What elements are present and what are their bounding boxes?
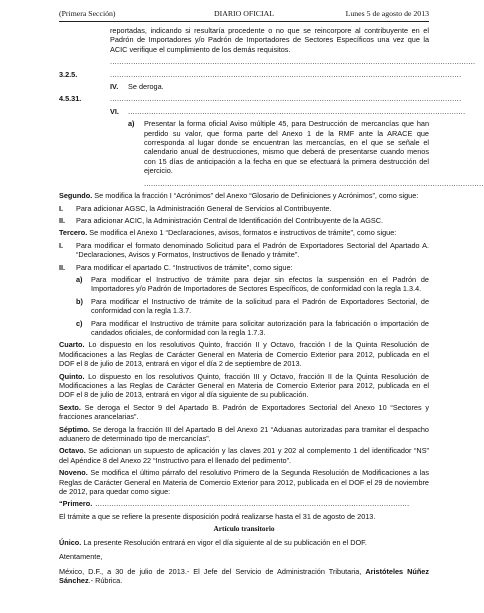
signatory-name: Aristóteles Núñez Sánchez — [59, 566, 429, 585]
ellipsis-line: ....................................................................................................................................................... — [110, 69, 462, 79]
resolutivo-octavo — [59, 446, 429, 465]
articulo-unico — [59, 538, 429, 547]
ellipsis-line: ............................................................................................................................................................. — [110, 57, 476, 67]
ellipsis-line: ....................................................................................................................................................... — [110, 94, 462, 104]
fraction-label: I. — [59, 240, 64, 250]
signature-end: .- Rúbrica. — [88, 575, 123, 585]
resolutivo-label: Octavo. — [59, 446, 86, 456]
fraction-label: I. — [59, 203, 64, 213]
item-label: a) — [76, 274, 83, 284]
rule-number: 3.2.5. — [59, 69, 78, 79]
resolutivo-text: Lo dispuesto en los resolutivos Quinto, fracción III y Octavo, fracción II de la Quinta Resolución de Modificaciones a las Reglas de Carácter General en Materia de Comercio Exterior para 2012, publicada en el DOF el 8 de julio de 2013, entrará en vigor al día siguiente de su publicación. — [59, 371, 429, 400]
rule-3-2-5 — [59, 69, 462, 79]
item-label: c) — [76, 318, 83, 328]
resolutivo-text: Se deroga el Sector 9 del Apartado B. Padrón de Exportadores Sectorial del Anexo 10 “Sectores y fracciones arancelarias”. — [59, 402, 429, 422]
segundo-fraction-ii — [59, 216, 429, 225]
item-text: Para modificar el Instructivo de trámite para solicitar autorización para la fabricación o importación de candados oficiales, de conformidad con la regla 1.7.3. — [91, 318, 429, 337]
resolutivo-text: Se deroga la fracción III del Apartado B del Anexo 21 “Aduanas autorizadas para tramitar el despacho aduanero de determinado tipo de mercancías”. — [59, 424, 429, 444]
fraction-label: II. — [59, 215, 66, 225]
signature-block — [59, 567, 429, 586]
rule-4-5-31 — [59, 94, 462, 104]
quoted-primero — [59, 499, 429, 508]
resolutivo-text: Se modifica la fracción I “Acrónimos” del Anexo “Glosario de Definiciones y Acrónimos”, como sigue: — [94, 191, 419, 201]
atentamente: Atentamente, — [59, 552, 103, 562]
tramite-paragraph: El trámite a que se refiere la presente disposición podrá realizarse hasta el 31 de agosto de 2013. — [59, 511, 376, 521]
fraction-text: Se deroga. — [128, 82, 164, 92]
resolutivo-segundo — [59, 191, 429, 200]
resolutivo-label: Cuarto. — [59, 340, 85, 350]
rule-4-5-31-item-a — [128, 119, 429, 175]
tercero-fraction-ii — [59, 263, 429, 272]
resolutivo-label: Sexto. — [59, 402, 81, 412]
header-section: (Primera Sección) — [59, 9, 116, 18]
item-text: Para modificar el Instructivo de trámite de la solicitud para el Padrón de Exportadores Sectorial, de conformidad con la regla 1.3.7. — [91, 296, 429, 316]
fraction-text: Para modificar el formato denominado Solicitud para el Padrón de Exportadores Sectorial del Apartado A. “Declaraciones, Avisos y Formatos, Instructivos de llenado y trámite”. — [76, 240, 429, 260]
article-text: La presente Resolución entrará en vigor el día siguiente al de su publicación en el DOF. — [83, 537, 367, 547]
resolutivo-label: Séptimo. — [59, 424, 90, 434]
resolutivo-noveno — [59, 468, 429, 496]
tercero-item-a — [76, 275, 429, 294]
rule-3-2-5-fraction-iv — [110, 82, 429, 91]
signature-text: México, D.F., a 30 de julio de 2013.- El Jefe del Servicio de Administración Tributaria, — [59, 566, 362, 576]
segundo-fraction-i — [59, 204, 429, 213]
intro-paragraph: reportadas, indicando si resultaría procedente o no que se reincorpore al contribuyente en el Padrón de Importadores y/o Padrón de Importadores de Sectores Específicos una vez que la ACIC verifique el cumplimiento de los demás requisitos. — [110, 26, 429, 54]
resolutivo-cuarto — [59, 340, 429, 368]
item-label: a) — [128, 119, 135, 129]
item-label: b) — [76, 296, 83, 306]
header-publication: DIARIO OFICIAL — [214, 9, 274, 18]
tercero-item-c — [76, 319, 429, 338]
ellipsis-line: .................................................................................................................................................. — [144, 178, 484, 188]
resolutivo-label: Quinto. — [59, 371, 85, 381]
document-body — [59, 26, 484, 588]
item-text: Presentar la forma oficial Aviso múltiple 45, para Destrucción de mercancías que han perdido su valor, que forma parte del Anexo 1 de la RMF ante la ARACE que corresponda al lugar donde se encuentran las mercancías, en el que se señale el calendario anual de destrucciones, mismo que deberá de presentarse cuando menos con 15 días de anticipación a la fecha en que se efectuará la primera destrucción del ejercicio. — [144, 119, 429, 176]
article-label: Único. — [59, 537, 82, 547]
resolutivo-sexto — [59, 403, 429, 422]
fraction-text: Para modificar el apartado C. “Instructivos de trámite”, como sigue: — [76, 262, 293, 272]
ellipsis-line: ....................................................................................................................................... — [95, 499, 410, 509]
page-header — [59, 9, 429, 20]
item-text: Para modificar el Instructivo de trámite para dejar sin efectos la suspensión en el Padrón de Importadores y/o Padrón de Importadores de Sectores Específicos, de conformidad con la regla 1.3.4. — [91, 274, 429, 294]
fraction-label: II. — [59, 262, 66, 272]
resolutivo-septimo — [59, 425, 429, 444]
fraction-text: Para adicionar ACIC, la Administración Central de Identificación del Contribuyente de la AGSC. — [76, 215, 384, 225]
quoted-label: “Primero. — [59, 499, 93, 509]
resolutivo-text: Se adicionan un supuesto de aplicación y las claves 201 y 202 al complemento 1 del identificador “NS” del Apéndice 8 del Anexo 22 “Instructivo para el llenado del pedimento”. — [59, 446, 429, 465]
rule-4-5-31-fraction-vi — [110, 106, 466, 116]
rule-number: 4.5.31. — [59, 94, 82, 104]
resolutivo-label: Noveno. — [59, 468, 88, 478]
fraction-label: IV. — [110, 82, 119, 92]
fraction-text: Para adicionar AGSC, la Administración General de Servicios al Contribuyente. — [76, 203, 332, 213]
header-date: Lunes 5 de agosto de 2013 — [345, 9, 429, 18]
ellipsis-line: ................................................................................................................................................. — [128, 106, 466, 116]
resolutivo-quinto — [59, 372, 429, 400]
resolutivo-tercero — [59, 228, 429, 237]
resolutivo-label: Segundo. — [59, 191, 93, 201]
tercero-item-b — [76, 297, 429, 316]
resolutivo-text: Lo dispuesto en los resolutivos Quinto, fracción II y Octavo, fracción I de la Quinta Resolución de Modificaciones a las Reglas de Carácter General en Materia de Comercio Exterior para 2012, publicada en el DOF el 8 de julio de 2013, entrará en vigor el día 2 de septiembre de 2013. — [59, 340, 430, 369]
tercero-fraction-i — [59, 241, 429, 260]
header-rule — [59, 21, 429, 22]
transitorio-heading: Artículo transitorio — [213, 524, 275, 534]
resolutivo-text: Se modifica el último párrafo del resolutivo Primero de la Segunda Resolución de Modificaciones a las Reglas de Carácter General en Materia de Comercio Exterior para 2012, publicada en el DOF el 29 de noviembre de 2012, para quedar como sigue: — [59, 468, 429, 497]
fraction-label: VI. — [110, 106, 119, 116]
resolutivo-label: Tercero. — [59, 228, 88, 238]
resolutivo-text: Se modifica el Anexo 1 “Declaraciones, avisos, formatos e instructivos de trámite”, como sigue: — [89, 228, 397, 238]
